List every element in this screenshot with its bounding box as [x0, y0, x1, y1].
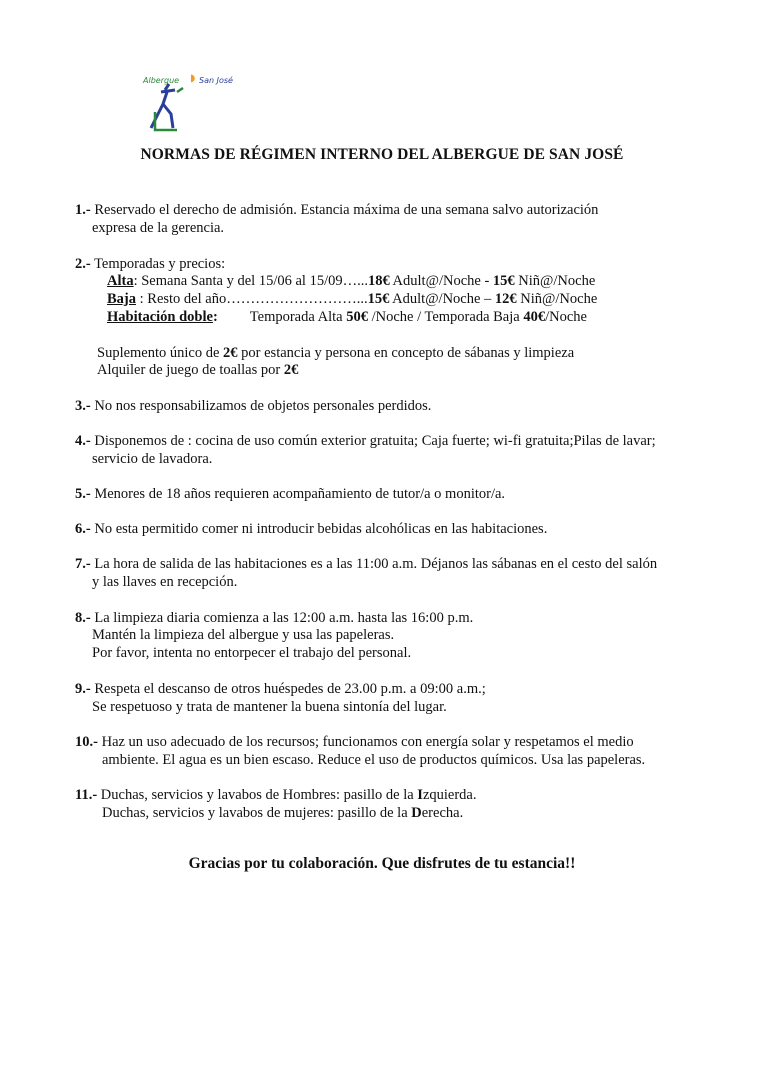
toallas-price: 2€: [283, 362, 299, 378]
rule-11-text-2c: erecha.: [421, 805, 464, 821]
suplemento-rest: por estancia y persona en concepto de sábanas y limpieza: [237, 345, 575, 361]
page-title: NORMAS DE RÉGIMEN INTERNO DEL ALBERGUE DE SAN JOSÉ: [140, 146, 624, 163]
toallas-line: [97, 361, 298, 379]
rule-9-number: 9.-: [75, 681, 91, 697]
baja-text: : Resto del año………………………...: [136, 291, 368, 307]
alta-child-price: 15€: [492, 273, 515, 289]
rule-10-line-2: ambiente. El agua es un bien escaso. Reduce el uso de productos químicos. Usa las papeleras.: [102, 752, 646, 768]
rule-1-text: Reservado el derecho de admisión. Estancia máxima de una semana salvo autorización: [90, 202, 599, 218]
rule-8-line-3: Por favor, intenta no entorpecer el trabajo del personal.: [92, 645, 412, 661]
pilgrim-icon: [147, 82, 187, 132]
toallas-text: Alquiler de juego de toallas por: [97, 362, 284, 378]
rule-9-line-1: [75, 680, 486, 698]
baja-adult-text: Adult@/Noche –: [389, 291, 495, 307]
rule-7-line-1: [75, 555, 657, 573]
logo-text-sanjose: San José: [199, 76, 233, 85]
rule-4-text: Disponemos de : cocina de uso común exterior gratuita; Caja fuerte; wi-fi gratuita;Pilas de lavar;: [90, 433, 656, 449]
rule-8-line-2: Mantén la limpieza del albergue y usa las papeleras.: [92, 627, 395, 643]
rule-11-number: 11.-: [75, 787, 98, 803]
rule-1-line-2: expresa de la gerencia.: [92, 220, 225, 236]
suplemento-text: Suplemento único de: [97, 345, 224, 361]
rule-8-number: 8.-: [75, 610, 91, 626]
rule-6-text: No esta permitido comer ni introducir bebidas alcohólicas en las habitaciones.: [90, 521, 548, 537]
closing-message: Gracias por tu colaboración. Que disfrutes de tu estancia!!: [188, 855, 576, 872]
rule-11-letter-d: D: [411, 805, 422, 821]
baja-label: Baja: [107, 291, 136, 307]
rule-6-number: 6.-: [75, 521, 91, 537]
rule-2-intro: Temporadas y precios:: [90, 256, 226, 272]
albergue-logo: [143, 70, 243, 134]
doble-label: Habitación doble: [107, 309, 213, 325]
doble-alta-price: 50€: [346, 309, 368, 325]
rule-7-line-2: y las llaves en recepción.: [92, 574, 238, 590]
baja-adult-price: 15€: [367, 291, 390, 307]
rule-7-text: La hora de salida de las habitaciones es a las 11:00 a.m. Déjanos las sábanas en el cesto del salón: [90, 556, 658, 572]
alta-text: : Semana Santa y del 15/06 al 15/09…...: [133, 273, 368, 289]
alta-adult-text: Adult@/Noche -: [389, 273, 493, 289]
rule-11-letter-i: I: [417, 787, 423, 803]
rule-2-line-1: [75, 255, 225, 273]
rule-10-number: 10.-: [75, 734, 98, 750]
rule-11-text-2a: Duchas, servicios y lavabos de mujeres: pasillo de la: [102, 805, 412, 821]
rule-2-alta-line: [107, 272, 595, 290]
rule-2-baja-line: [107, 290, 597, 308]
rule-3-line-1: [75, 397, 431, 415]
rule-4-line-2: servicio de lavadora.: [92, 451, 213, 467]
doble-alta-text: Temporada Alta: [249, 309, 347, 325]
rule-11-line-1: [75, 786, 477, 804]
alta-child-text: Niñ@/Noche: [514, 273, 596, 289]
alta-adult-price: 18€: [367, 273, 390, 289]
doble-colon: :: [212, 309, 218, 325]
rule-5-line-1: [75, 485, 505, 503]
alta-label: Alta: [107, 273, 134, 289]
rule-9-line-2: Se respetuoso y trata de mantener la buena sintonía del lugar.: [92, 699, 447, 715]
rule-8-line-1: [75, 609, 473, 627]
rule-10-line-1: [75, 733, 634, 751]
rule-1-number: 1.-: [75, 202, 91, 218]
rule-11-text-c: zquierda.: [422, 787, 477, 803]
rule-3-text: No nos responsabilizamos de objetos personales perdidos.: [90, 398, 432, 414]
rule-6-line-1: [75, 520, 547, 538]
rule-5-text: Menores de 18 años requieren acompañamiento de tutor/a o monitor/a.: [90, 486, 506, 502]
rule-7-number: 7.-: [75, 556, 91, 572]
rule-8-text: La limpieza diaria comienza a las 12:00 a.m. hasta las 16:00 p.m.: [90, 610, 474, 626]
suplemento-line: [97, 344, 574, 362]
sun-icon: ◗: [190, 73, 196, 84]
rule-9-text: Respeta el descanso de otros huéspedes de 23.00 p.m. a 09:00 a.m.;: [90, 681, 486, 697]
baja-child-text: Niñ@/Noche: [516, 291, 598, 307]
rule-11-line-2: [102, 804, 463, 822]
rule-4-number: 4.-: [75, 433, 91, 449]
doble-baja-price: 40€: [523, 309, 546, 325]
doble-end: /Noche: [545, 309, 587, 325]
rule-1-line-1: [75, 201, 598, 219]
logo-text-albergue: Albergue: [143, 76, 180, 85]
suplemento-price: 2€: [223, 345, 238, 361]
rule-10-text: Haz un uso adecuado de los recursos; funcionamos con energía solar y respetamos el medio: [97, 734, 634, 750]
baja-child-price: 12€: [494, 291, 517, 307]
rule-3-number: 3.-: [75, 398, 91, 414]
rule-2-doble-line: [107, 308, 587, 326]
rule-2-number: 2.-: [75, 256, 91, 272]
rule-11-text-a: Duchas, servicios y lavabos de Hombres: pasillo de la: [97, 787, 418, 803]
rule-4-line-1: [75, 432, 656, 450]
doble-sep: /Noche / Temporada Baja: [367, 309, 524, 325]
rule-5-number: 5.-: [75, 486, 91, 502]
